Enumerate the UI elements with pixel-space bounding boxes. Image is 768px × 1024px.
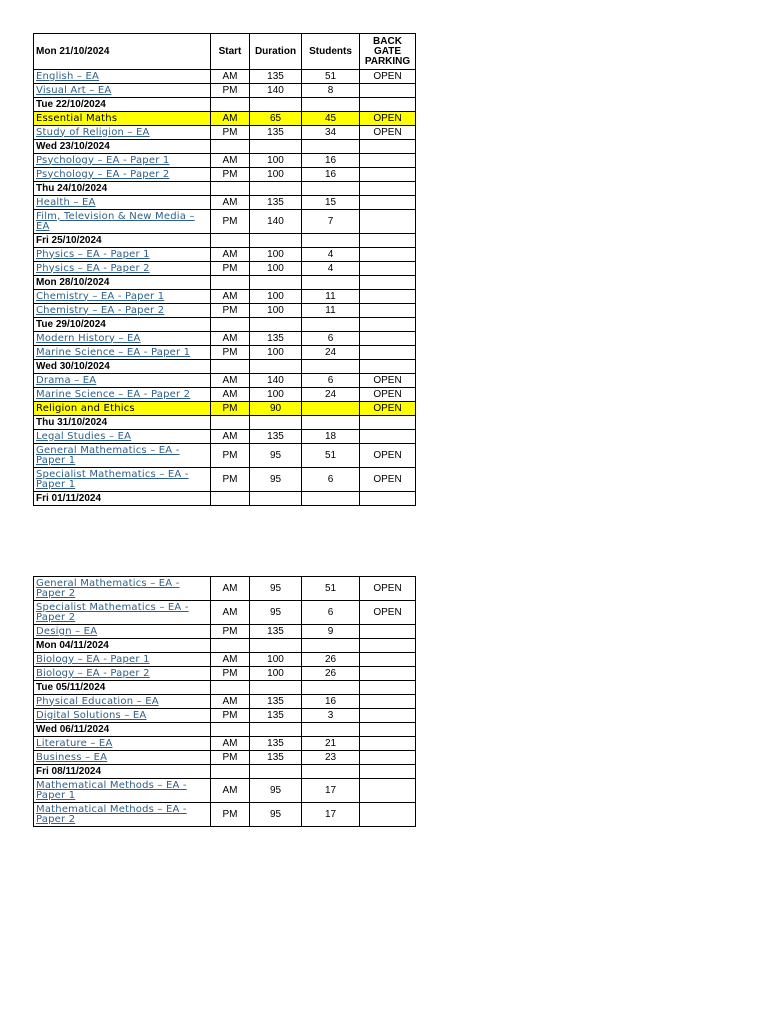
empty-cell bbox=[211, 98, 250, 112]
header-row bbox=[34, 34, 416, 70]
start-cell: AM bbox=[211, 430, 250, 444]
students-cell bbox=[302, 402, 360, 416]
duration-cell: 90 bbox=[250, 402, 302, 416]
exam-row bbox=[34, 374, 416, 388]
day-label: Mon 28/10/2024 bbox=[34, 276, 211, 290]
duration-cell: 100 bbox=[250, 262, 302, 276]
empty-cell bbox=[302, 765, 360, 779]
empty-cell bbox=[360, 639, 416, 653]
duration-cell: 140 bbox=[250, 210, 302, 234]
start-cell: PM bbox=[211, 709, 250, 723]
exam-row bbox=[34, 601, 416, 625]
exam-schedule-table-2 bbox=[33, 576, 416, 827]
day-row bbox=[34, 182, 416, 196]
students-cell: 4 bbox=[302, 248, 360, 262]
start-cell: AM bbox=[211, 154, 250, 168]
day-row bbox=[34, 276, 416, 290]
exam-row bbox=[34, 210, 416, 234]
parking-cell bbox=[360, 290, 416, 304]
parking-cell: OPEN bbox=[360, 70, 416, 84]
students-cell: 21 bbox=[302, 737, 360, 751]
empty-cell bbox=[302, 681, 360, 695]
subject-link[interactable]: Legal Studies – EA bbox=[34, 430, 211, 444]
duration-cell: 100 bbox=[250, 304, 302, 318]
day-label: Wed 30/10/2024 bbox=[34, 360, 211, 374]
empty-cell bbox=[360, 182, 416, 196]
start-cell: PM bbox=[211, 84, 250, 98]
parking-cell bbox=[360, 803, 416, 827]
header-start: Start bbox=[211, 34, 250, 70]
header-parking bbox=[360, 34, 416, 70]
start-cell: AM bbox=[211, 601, 250, 625]
empty-cell bbox=[250, 639, 302, 653]
students-cell: 3 bbox=[302, 709, 360, 723]
empty-cell bbox=[250, 360, 302, 374]
exam-row bbox=[34, 84, 416, 98]
header-parking-line-3: PARKING bbox=[364, 55, 411, 67]
parking-cell: OPEN bbox=[360, 577, 416, 601]
empty-cell bbox=[360, 276, 416, 290]
start-cell: PM bbox=[211, 210, 250, 234]
exam-row bbox=[34, 290, 416, 304]
empty-cell bbox=[250, 234, 302, 248]
header-parking-line-2: GATE bbox=[373, 45, 402, 57]
day-row bbox=[34, 639, 416, 653]
parking-cell bbox=[360, 667, 416, 681]
empty-cell bbox=[360, 234, 416, 248]
empty-cell bbox=[302, 98, 360, 112]
duration-cell: 65 bbox=[250, 112, 302, 126]
day-label: Tue 22/10/2024 bbox=[34, 98, 211, 112]
duration-cell: 140 bbox=[250, 84, 302, 98]
duration-cell: 135 bbox=[250, 695, 302, 709]
students-cell: 6 bbox=[302, 468, 360, 492]
subject-link[interactable]: Specialist Mathematics – EA - Paper 1 bbox=[34, 468, 211, 492]
empty-cell bbox=[250, 723, 302, 737]
start-cell: PM bbox=[211, 126, 250, 140]
empty-cell bbox=[302, 360, 360, 374]
start-cell: AM bbox=[211, 779, 250, 803]
students-cell: 17 bbox=[302, 779, 360, 803]
subject-link[interactable]: Biology – EA - Paper 1 bbox=[34, 653, 211, 667]
day-label: Fri 08/11/2024 bbox=[34, 765, 211, 779]
exam-row bbox=[34, 126, 416, 140]
students-cell: 26 bbox=[302, 653, 360, 667]
start-cell: AM bbox=[211, 112, 250, 126]
duration-cell: 135 bbox=[250, 126, 302, 140]
day-row bbox=[34, 765, 416, 779]
empty-cell bbox=[302, 492, 360, 506]
duration-cell: 135 bbox=[250, 751, 302, 765]
students-cell: 7 bbox=[302, 210, 360, 234]
empty-cell bbox=[360, 765, 416, 779]
parking-cell bbox=[360, 346, 416, 360]
parking-cell bbox=[360, 84, 416, 98]
start-cell: PM bbox=[211, 751, 250, 765]
students-cell: 17 bbox=[302, 803, 360, 827]
duration-cell: 135 bbox=[250, 332, 302, 346]
start-cell: PM bbox=[211, 803, 250, 827]
exam-row bbox=[34, 196, 416, 210]
day-label: Fri 01/11/2024 bbox=[34, 492, 211, 506]
students-cell: 4 bbox=[302, 262, 360, 276]
parking-cell: OPEN bbox=[360, 374, 416, 388]
students-cell: 9 bbox=[302, 625, 360, 639]
exam-row bbox=[34, 154, 416, 168]
start-cell: AM bbox=[211, 577, 250, 601]
subject-link[interactable]: Marine Science – EA - Paper 2 bbox=[34, 388, 211, 402]
subject-link[interactable]: Physics – EA - Paper 2 bbox=[34, 262, 211, 276]
start-cell: AM bbox=[211, 70, 250, 84]
students-cell: 6 bbox=[302, 374, 360, 388]
header-students: Students bbox=[302, 34, 360, 70]
subject-link[interactable]: Chemistry – EA - Paper 1 bbox=[34, 290, 211, 304]
subject-link[interactable]: Visual Art – EA bbox=[34, 84, 211, 98]
duration-cell: 135 bbox=[250, 709, 302, 723]
exam-row bbox=[34, 70, 416, 84]
subject-link[interactable]: Marine Science – EA - Paper 1 bbox=[34, 346, 211, 360]
subject-link[interactable]: Specialist Mathematics – EA - Paper 2 bbox=[34, 601, 211, 625]
empty-cell bbox=[250, 276, 302, 290]
empty-cell bbox=[360, 318, 416, 332]
start-cell: PM bbox=[211, 346, 250, 360]
day-row bbox=[34, 360, 416, 374]
parking-cell bbox=[360, 695, 416, 709]
exam-row bbox=[34, 709, 416, 723]
start-cell: PM bbox=[211, 304, 250, 318]
subject-name: Religion and Ethics bbox=[34, 402, 211, 416]
parking-cell: OPEN bbox=[360, 388, 416, 402]
empty-cell bbox=[211, 318, 250, 332]
subject-link[interactable]: Study of Religion – EA bbox=[34, 126, 211, 140]
subject-link[interactable]: Digital Solutions – EA bbox=[34, 709, 211, 723]
parking-cell: OPEN bbox=[360, 444, 416, 468]
exam-row bbox=[34, 468, 416, 492]
start-cell: AM bbox=[211, 374, 250, 388]
students-cell: 16 bbox=[302, 695, 360, 709]
start-cell: PM bbox=[211, 625, 250, 639]
empty-cell bbox=[211, 234, 250, 248]
start-cell: PM bbox=[211, 468, 250, 492]
students-cell: 45 bbox=[302, 112, 360, 126]
subject-link[interactable]: Design – EA bbox=[34, 625, 211, 639]
subject-name: Essential Maths bbox=[34, 112, 211, 126]
parking-cell bbox=[360, 751, 416, 765]
empty-cell bbox=[302, 182, 360, 196]
students-cell: 23 bbox=[302, 751, 360, 765]
empty-cell bbox=[250, 765, 302, 779]
exam-row bbox=[34, 444, 416, 468]
start-cell: AM bbox=[211, 196, 250, 210]
start-cell: AM bbox=[211, 695, 250, 709]
duration-cell: 100 bbox=[250, 248, 302, 262]
students-cell: 11 bbox=[302, 304, 360, 318]
start-cell: AM bbox=[211, 737, 250, 751]
parking-cell bbox=[360, 154, 416, 168]
parking-cell: OPEN bbox=[360, 402, 416, 416]
exam-row bbox=[34, 577, 416, 601]
duration-cell: 100 bbox=[250, 667, 302, 681]
start-cell: AM bbox=[211, 290, 250, 304]
exam-row bbox=[34, 695, 416, 709]
duration-cell: 95 bbox=[250, 468, 302, 492]
day-row bbox=[34, 234, 416, 248]
duration-cell: 135 bbox=[250, 196, 302, 210]
day-label: Wed 23/10/2024 bbox=[34, 140, 211, 154]
start-cell: PM bbox=[211, 168, 250, 182]
empty-cell bbox=[250, 416, 302, 430]
subject-link[interactable]: Drama – EA bbox=[34, 374, 211, 388]
students-cell: 16 bbox=[302, 154, 360, 168]
duration-cell: 95 bbox=[250, 803, 302, 827]
empty-cell bbox=[211, 765, 250, 779]
day-row bbox=[34, 318, 416, 332]
empty-cell bbox=[211, 360, 250, 374]
subject-link[interactable]: Physical Education – EA bbox=[34, 695, 211, 709]
exam-schedule-table-1 bbox=[33, 33, 416, 506]
parking-cell bbox=[360, 210, 416, 234]
empty-cell bbox=[302, 276, 360, 290]
empty-cell bbox=[302, 140, 360, 154]
students-cell: 26 bbox=[302, 667, 360, 681]
header-parking-line-1: BACK bbox=[373, 35, 402, 47]
duration-cell: 100 bbox=[250, 346, 302, 360]
day-label: Tue 05/11/2024 bbox=[34, 681, 211, 695]
duration-cell: 95 bbox=[250, 577, 302, 601]
exam-row bbox=[34, 332, 416, 346]
parking-cell bbox=[360, 709, 416, 723]
students-cell: 24 bbox=[302, 346, 360, 360]
parking-cell bbox=[360, 737, 416, 751]
exam-row bbox=[34, 779, 416, 803]
parking-cell bbox=[360, 248, 416, 262]
exam-row bbox=[34, 653, 416, 667]
subject-link[interactable]: Psychology – EA - Paper 1 bbox=[34, 154, 211, 168]
empty-cell bbox=[211, 492, 250, 506]
students-cell: 51 bbox=[302, 444, 360, 468]
empty-cell bbox=[302, 416, 360, 430]
start-cell: PM bbox=[211, 262, 250, 276]
day-row bbox=[34, 492, 416, 506]
exam-row bbox=[34, 168, 416, 182]
parking-cell: OPEN bbox=[360, 112, 416, 126]
students-cell: 8 bbox=[302, 84, 360, 98]
empty-cell bbox=[250, 492, 302, 506]
students-cell: 51 bbox=[302, 70, 360, 84]
empty-cell bbox=[250, 681, 302, 695]
empty-cell bbox=[360, 98, 416, 112]
duration-cell: 100 bbox=[250, 388, 302, 402]
parking-cell bbox=[360, 779, 416, 803]
subject-link[interactable]: Physics – EA - Paper 1 bbox=[34, 248, 211, 262]
duration-cell: 95 bbox=[250, 779, 302, 803]
empty-cell bbox=[211, 140, 250, 154]
day-label: Tue 29/10/2024 bbox=[34, 318, 211, 332]
exam-row bbox=[34, 402, 416, 416]
start-cell: PM bbox=[211, 667, 250, 681]
exam-row bbox=[34, 304, 416, 318]
day-label: Wed 06/11/2024 bbox=[34, 723, 211, 737]
day-label: Thu 24/10/2024 bbox=[34, 182, 211, 196]
empty-cell bbox=[302, 318, 360, 332]
duration-cell: 100 bbox=[250, 290, 302, 304]
parking-cell: OPEN bbox=[360, 126, 416, 140]
duration-cell: 135 bbox=[250, 430, 302, 444]
subject-link[interactable]: Business – EA bbox=[34, 751, 211, 765]
empty-cell bbox=[250, 140, 302, 154]
duration-cell: 100 bbox=[250, 168, 302, 182]
duration-cell: 135 bbox=[250, 737, 302, 751]
exam-row bbox=[34, 346, 416, 360]
subject-link[interactable]: Biology – EA - Paper 2 bbox=[34, 667, 211, 681]
exam-row bbox=[34, 625, 416, 639]
day-row bbox=[34, 416, 416, 430]
exam-row bbox=[34, 667, 416, 681]
empty-cell bbox=[250, 98, 302, 112]
parking-cell bbox=[360, 168, 416, 182]
subject-link[interactable]: General Mathematics – EA - Paper 2 bbox=[34, 577, 211, 601]
students-cell: 11 bbox=[302, 290, 360, 304]
parking-cell bbox=[360, 653, 416, 667]
empty-cell bbox=[211, 276, 250, 290]
empty-cell bbox=[360, 416, 416, 430]
empty-cell bbox=[360, 492, 416, 506]
parking-cell bbox=[360, 332, 416, 346]
subject-link[interactable]: Mathematical Methods – EA - Paper 2 bbox=[34, 803, 211, 827]
empty-cell bbox=[250, 182, 302, 196]
parking-cell bbox=[360, 430, 416, 444]
subject-link[interactable]: Literature – EA bbox=[34, 737, 211, 751]
empty-cell bbox=[302, 723, 360, 737]
start-cell: PM bbox=[211, 444, 250, 468]
start-cell: AM bbox=[211, 388, 250, 402]
duration-cell: 135 bbox=[250, 625, 302, 639]
start-cell: AM bbox=[211, 248, 250, 262]
subject-link[interactable]: English – EA bbox=[34, 70, 211, 84]
header-duration: Duration bbox=[250, 34, 302, 70]
empty-cell bbox=[360, 723, 416, 737]
duration-cell: 95 bbox=[250, 601, 302, 625]
duration-cell: 100 bbox=[250, 154, 302, 168]
students-cell: 51 bbox=[302, 577, 360, 601]
duration-cell: 135 bbox=[250, 70, 302, 84]
header-date: Mon 21/10/2024 bbox=[34, 34, 211, 70]
start-cell: PM bbox=[211, 402, 250, 416]
day-label: Fri 25/10/2024 bbox=[34, 234, 211, 248]
exam-row bbox=[34, 112, 416, 126]
empty-cell bbox=[250, 318, 302, 332]
empty-cell bbox=[302, 234, 360, 248]
duration-cell: 140 bbox=[250, 374, 302, 388]
exam-row bbox=[34, 262, 416, 276]
students-cell: 18 bbox=[302, 430, 360, 444]
empty-cell bbox=[360, 360, 416, 374]
parking-cell: OPEN bbox=[360, 468, 416, 492]
day-label: Mon 04/11/2024 bbox=[34, 639, 211, 653]
exam-row bbox=[34, 803, 416, 827]
start-cell: AM bbox=[211, 332, 250, 346]
students-cell: 24 bbox=[302, 388, 360, 402]
subject-link[interactable]: Film, Television & New Media – EA bbox=[34, 210, 211, 234]
exam-row bbox=[34, 430, 416, 444]
empty-cell bbox=[211, 681, 250, 695]
exam-row bbox=[34, 388, 416, 402]
empty-cell bbox=[211, 416, 250, 430]
subject-link[interactable]: Chemistry – EA - Paper 2 bbox=[34, 304, 211, 318]
day-row bbox=[34, 98, 416, 112]
empty-cell bbox=[211, 639, 250, 653]
students-cell: 6 bbox=[302, 601, 360, 625]
day-row bbox=[34, 681, 416, 695]
empty-cell bbox=[360, 681, 416, 695]
subject-link[interactable]: Psychology – EA - Paper 2 bbox=[34, 168, 211, 182]
subject-link[interactable]: Health – EA bbox=[34, 196, 211, 210]
day-row bbox=[34, 140, 416, 154]
students-cell: 34 bbox=[302, 126, 360, 140]
parking-cell bbox=[360, 196, 416, 210]
students-cell: 15 bbox=[302, 196, 360, 210]
empty-cell bbox=[302, 639, 360, 653]
day-label: Thu 31/10/2024 bbox=[34, 416, 211, 430]
duration-cell: 95 bbox=[250, 444, 302, 468]
exam-row bbox=[34, 751, 416, 765]
parking-cell bbox=[360, 625, 416, 639]
parking-cell bbox=[360, 304, 416, 318]
subject-link[interactable]: General Mathematics – EA - Paper 1 bbox=[34, 444, 211, 468]
day-row bbox=[34, 723, 416, 737]
empty-cell bbox=[211, 723, 250, 737]
students-cell: 16 bbox=[302, 168, 360, 182]
duration-cell: 100 bbox=[250, 653, 302, 667]
start-cell: AM bbox=[211, 653, 250, 667]
parking-cell bbox=[360, 262, 416, 276]
exam-row bbox=[34, 248, 416, 262]
exam-row bbox=[34, 737, 416, 751]
parking-cell: OPEN bbox=[360, 601, 416, 625]
empty-cell bbox=[211, 182, 250, 196]
subject-link[interactable]: Mathematical Methods – EA - Paper 1 bbox=[34, 779, 211, 803]
students-cell: 6 bbox=[302, 332, 360, 346]
empty-cell bbox=[360, 140, 416, 154]
subject-link[interactable]: Modern History – EA bbox=[34, 332, 211, 346]
